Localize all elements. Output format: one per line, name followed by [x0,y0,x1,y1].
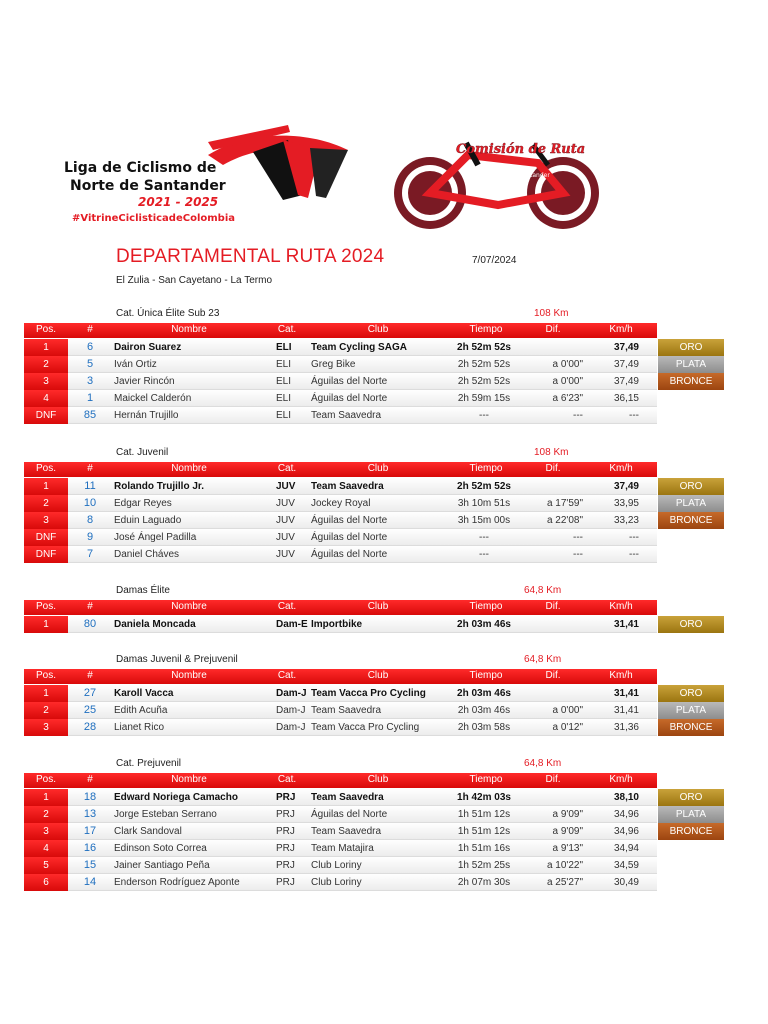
column-header: Club [367,463,389,474]
average-speed: 31,41 [613,705,639,716]
column-header: Dif. [545,670,561,681]
club-name: Águilas del Norte [311,549,388,560]
time-gap: a 0'00" [552,359,583,370]
rider-name: Edgar Reyes [114,498,172,509]
table-row [24,616,744,633]
club-name: Team Saavedra [311,410,382,421]
category-code: JUV [276,549,295,560]
table-row [24,840,744,857]
column-header: Tiempo [469,463,503,474]
position-cell: 4 [24,840,68,857]
finish-time: 2h 03m 46s [457,619,511,630]
finish-time: 2h 03m 58s [457,722,511,733]
rider-name: Javier Rincón [114,376,175,387]
league-logo-line1: Liga de Ciclismo de [64,160,217,176]
column-header: Club [367,774,389,785]
category-code: JUV [276,498,295,509]
table-row [24,495,744,512]
bib-number: 5 [86,358,94,370]
rider-name: Edward Noriega Camacho [114,792,238,803]
column-header: Cat. [277,670,297,681]
column-header: Nombre [171,774,207,785]
category-distance: 108 Km [534,308,569,319]
league-logo-years: 2021 - 2025 [138,195,219,209]
column-header: Nombre [171,670,207,681]
position-cell: DNF [24,546,68,563]
table-row [24,390,744,407]
category-code: PRJ [276,877,295,888]
position-cell: 1 [24,789,68,806]
column-header: Pos. [35,324,56,335]
column-header: Cat. [277,324,297,335]
club-name: Team Saavedra [311,792,384,803]
average-speed: 33,23 [613,515,639,526]
rider-name: Jainer Santiago Peña [114,860,210,871]
column-header: Cat. [277,774,297,785]
category-code: ELI [276,342,292,353]
bib-number: 6 [86,341,94,353]
category-code: ELI [276,376,292,387]
category-code: PRJ [276,826,295,837]
bib-number: 7 [86,548,94,560]
rider-name: Clark Sandoval [114,826,182,837]
column-header: Pos. [35,463,56,474]
league-logo-graphic [58,120,358,230]
finish-time: --- [479,410,489,421]
finish-time: 2h 59m 15s [457,393,511,404]
club-name: Águilas del Norte [311,515,388,526]
commission-logo [388,125,618,235]
rider-name: Daniela Moncada [114,619,196,630]
finish-time: 1h 52m 25s [457,860,511,871]
route-subtitle: El Zulia - San Cayetano - La Termo [116,275,273,286]
time-gap: a 9'13" [552,843,583,854]
finish-time: 2h 52m 52s [457,481,511,492]
rider-name: Edinson Soto Correa [114,843,207,854]
club-name: Importbike [311,619,363,630]
bib-number: 80 [83,618,97,630]
medal-badge: PLATA [658,495,724,512]
medal-badge: ORO [658,339,724,356]
club-name: Águilas del Norte [311,809,388,820]
average-speed: 30,49 [613,877,639,888]
category-distance: 64,8 Km [524,758,562,769]
bib-number: 13 [83,808,97,820]
rider-name: Hernán Trujillo [114,410,179,421]
position-cell: 2 [24,495,68,512]
average-speed: 37,49 [613,359,639,370]
bib-number: 14 [83,876,97,888]
finish-time: 2h 03m 46s [457,705,511,716]
category-code: JUV [276,481,296,492]
rider-name: Iván Ortiz [114,359,157,370]
position-cell: 3 [24,823,68,840]
rider-name: Enderson Rodríguez Aponte [114,877,240,888]
league-logo [58,120,358,230]
time-gap: --- [573,549,583,560]
finish-time: 1h 42m 03s [457,792,511,803]
rider-name: Edith Acuña [114,705,168,716]
column-header: Nombre [171,601,207,612]
column-header: Km/h [609,774,633,785]
average-speed: --- [629,549,639,560]
column-header: Club [367,601,389,612]
column-header: Tiempo [469,324,503,335]
rider-name: Rolando Trujillo Jr. [114,481,205,492]
category-code: JUV [276,532,295,543]
time-gap: a 9'09" [552,809,583,820]
position-cell: 6 [24,874,68,891]
club-name: Team Cycling SAGA [311,342,407,353]
average-speed: 34,96 [613,809,639,820]
category-title: Cat. Única Élite Sub 23 [116,308,220,319]
position-cell: 3 [24,373,68,390]
bib-number: 25 [83,704,97,716]
column-header: Club [367,670,389,681]
rider-name: Daniel Cháves [114,549,180,560]
table-row [24,789,744,806]
bib-number: 10 [83,497,97,509]
league-logo-hashtag: #VitrineCiclisticadeColombia [72,213,235,224]
column-header: # [87,324,93,335]
rider-name: Lianet Rico [114,722,165,733]
average-speed: 38,10 [613,792,639,803]
column-header: Club [367,324,389,335]
club-name: Águilas del Norte [311,393,388,404]
column-header: Dif. [545,774,561,785]
finish-time: 1h 51m 16s [457,843,511,854]
category-code: ELI [276,410,292,421]
table-row [24,512,744,529]
table-header [24,462,657,477]
category-code: Dam-E [276,619,308,630]
category-code: PRJ [276,809,295,820]
rider-name: Dairon Suarez [114,342,182,353]
medal-badge: BRONCE [658,373,724,390]
time-gap: a 25'27" [546,877,583,888]
bib-number: 16 [83,842,97,854]
category-code: PRJ [276,843,295,854]
category-title: Damas Juvenil & Prejuvenil [116,654,238,665]
page-title: DEPARTAMENTAL RUTA 2024 [116,246,385,267]
finish-time: 3h 10m 51s [457,498,511,509]
league-logo-line2: Norte de Santander [70,178,226,194]
position-cell: 1 [24,616,68,633]
table-row [24,373,744,390]
time-gap: a 0'00" [552,705,583,716]
bib-number: 28 [83,721,97,733]
club-name: Team Matajira [311,843,374,854]
club-name: Águilas del Norte [311,532,388,543]
bib-number: 1 [86,392,94,404]
table-row [24,719,744,736]
table-row [24,685,744,702]
table-header [24,600,657,615]
category-code: Dam-J [276,688,307,699]
bib-number: 9 [86,531,94,543]
category-title: Cat. Juvenil [116,447,169,458]
time-gap: a 6'23" [552,393,583,404]
average-speed: 34,59 [613,860,639,871]
bicycle-icon [388,125,618,235]
position-cell: 2 [24,806,68,823]
category-code: ELI [276,359,292,370]
bib-number: 11 [84,480,96,492]
bib-number: 27 [83,687,97,699]
rider-name: Maickel Calderón [114,393,192,404]
average-speed: 31,41 [613,619,639,630]
bib-number: 3 [86,375,94,387]
medal-badge: ORO [658,789,724,806]
table-header [24,323,657,338]
average-speed: 31,41 [613,688,639,699]
club-name: Team Saavedra [311,481,384,492]
category-code: ELI [276,393,292,404]
category-distance: 108 Km [534,447,569,458]
club-name: Team Saavedra [311,826,382,837]
average-speed: --- [629,410,639,421]
table-row [24,874,744,891]
club-name: Team Saavedra [311,705,382,716]
medal-badge: PLATA [658,356,724,373]
column-header: Dif. [545,463,561,474]
time-gap: a 0'00" [552,376,583,387]
time-gap: --- [573,532,583,543]
table-row [24,407,744,424]
position-cell: 1 [24,685,68,702]
table-row [24,702,744,719]
average-speed: 36,15 [613,393,639,404]
medal-badge: BRONCE [658,823,724,840]
club-name: Greg Bike [311,359,356,370]
column-header: # [87,463,93,474]
column-header: Tiempo [469,670,503,681]
event-date: 7/07/2024 [472,255,517,266]
column-header: Pos. [35,670,56,681]
column-header: Pos. [35,774,56,785]
time-gap: a 0'12" [552,722,583,733]
average-speed: --- [629,532,639,543]
finish-time: --- [479,549,489,560]
club-name: Club Loriny [311,860,362,871]
club-name: Águilas del Norte [311,376,388,387]
medal-badge: ORO [658,685,724,702]
position-cell: 2 [24,356,68,373]
club-name: Club Loriny [311,877,362,888]
bib-number: 18 [83,791,97,803]
category-code: PRJ [276,860,295,871]
table-row [24,823,744,840]
medal-badge: ORO [658,616,724,633]
column-header: Cat. [277,463,297,474]
column-header: # [87,774,93,785]
table-row [24,529,744,546]
rider-name: Karoll Vacca [114,688,174,699]
column-header: Km/h [609,670,633,681]
column-header: Km/h [609,463,633,474]
column-header: Nombre [171,324,207,335]
club-name: Team Vacca Pro Cycling [311,722,420,733]
category-code: JUV [276,515,295,526]
finish-time: --- [479,532,489,543]
column-header: # [87,601,93,612]
category-title: Damas Élite [116,585,170,596]
table-row [24,857,744,874]
finish-time: 2h 52m 52s [457,376,511,387]
finish-time: 2h 52m 52s [457,359,511,370]
club-name: Jockey Royal [311,498,371,509]
category-distance: 64,8 Km [524,654,562,665]
position-cell: 1 [24,478,68,495]
table-header [24,669,657,684]
bib-number: 8 [86,514,94,526]
column-header: Km/h [609,324,633,335]
time-gap: a 9'09" [552,826,583,837]
table-row [24,356,744,373]
position-cell: 5 [24,857,68,874]
average-speed: 33,95 [613,498,639,509]
category-code: Dam-J [276,705,306,716]
average-speed: 34,94 [613,843,639,854]
category-code: PRJ [276,792,296,803]
medal-badge: BRONCE [658,512,724,529]
average-speed: 31,36 [613,722,639,733]
category-title: Cat. Prejuvenil [116,758,182,769]
medal-badge: BRONCE [658,719,724,736]
column-header: Pos. [35,601,56,612]
time-gap: --- [573,410,583,421]
table-row [24,546,744,563]
column-header: # [87,670,93,681]
rider-name: Jorge Esteban Serrano [114,809,217,820]
time-gap: a 10'22" [546,860,583,871]
column-header: Dif. [545,601,561,612]
position-cell: DNF [24,529,68,546]
position-cell: 1 [24,339,68,356]
average-speed: 37,49 [613,342,639,353]
position-cell: 4 [24,390,68,407]
column-header: Tiempo [469,774,503,785]
finish-time: 2h 03m 46s [457,688,511,699]
position-cell: 3 [24,719,68,736]
column-header: Km/h [609,601,633,612]
club-name: Team Vacca Pro Cycling [311,688,426,699]
finish-time: 2h 52m 52s [457,342,511,353]
commission-logo-bike-text: Comité de Santander [486,172,550,179]
time-gap: a 17'59" [546,498,583,509]
table-row [24,806,744,823]
column-header: Tiempo [469,601,503,612]
finish-time: 1h 51m 12s [457,809,511,820]
medal-badge: PLATA [658,702,724,719]
commission-logo-text: Comisión de Ruta [456,142,586,157]
column-header: Nombre [171,463,207,474]
average-speed: 34,96 [613,826,639,837]
category-distance: 64,8 Km [524,585,562,596]
table-row [24,478,744,495]
position-cell: 3 [24,512,68,529]
finish-time: 3h 15m 00s [457,515,511,526]
column-header: Cat. [277,601,297,612]
column-header: Dif. [545,324,561,335]
finish-time: 1h 51m 12s [457,826,511,837]
medal-badge: PLATA [658,806,724,823]
average-speed: 37,49 [613,481,639,492]
position-cell: DNF [24,407,68,424]
category-code: Dam-J [276,722,306,733]
average-speed: 37,49 [613,376,639,387]
bib-number: 17 [83,825,97,837]
rider-name: José Ángel Padilla [114,532,197,543]
bib-number: 15 [83,859,97,871]
time-gap: a 22'08" [546,515,583,526]
medal-badge: ORO [658,478,724,495]
finish-time: 2h 07m 30s [457,877,511,888]
table-row [24,339,744,356]
bib-number: 85 [83,409,97,421]
rider-name: Eduin Laguado [114,515,182,526]
position-cell: 2 [24,702,68,719]
table-header [24,773,657,788]
